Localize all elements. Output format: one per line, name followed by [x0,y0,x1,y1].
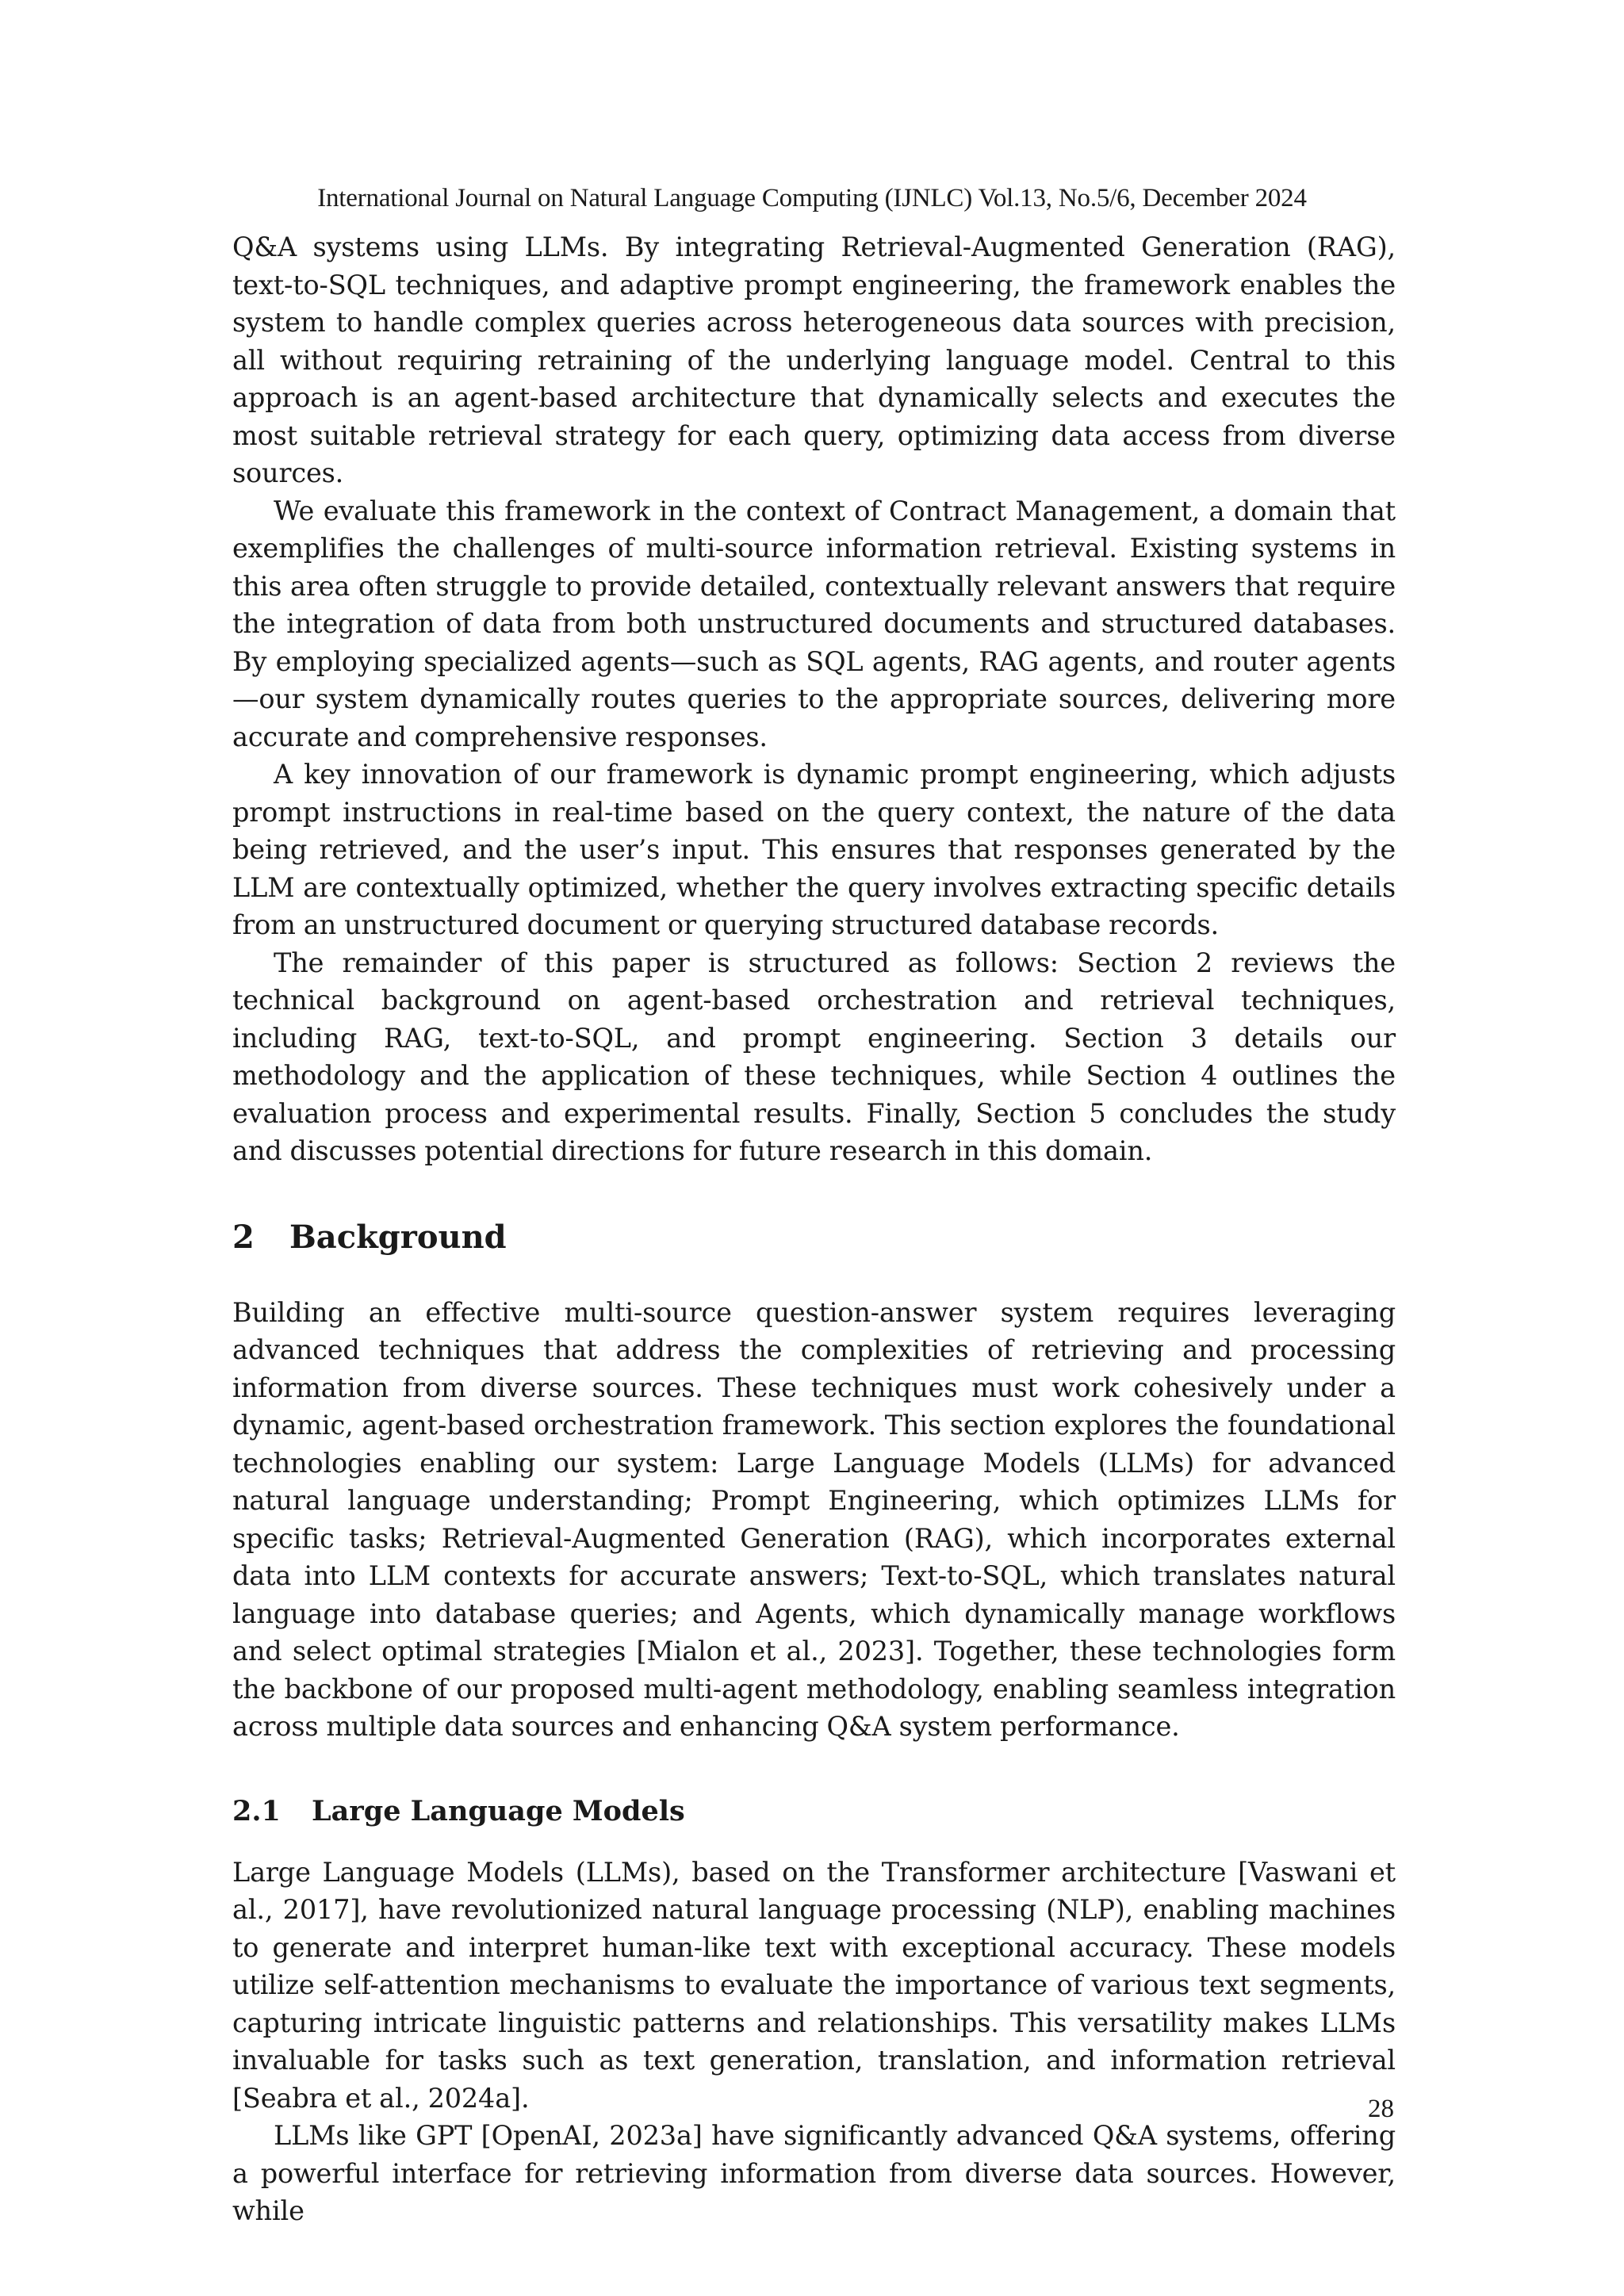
intro-paragraph-4: The remainder of this paper is structured as follows: Section 2 reviews the technical background on agent-based orchestration and retrieval techniques, including RAG, text-to-SQL, and prompt engineering. Section 3 details our methodology and the application of these techniques, while Section 4 outlines the evaluation process and experimental results. Finally, Section 5 concludes the study and discusses potential directions for future research in this domain. [232,947,1396,1166]
llm-paragraph-2: LLMs like GPT [OpenAI, 2023a] have significantly advanced Q&A systems, offering a powerful interface for retrieving information from diverse data sources. However, while [232,2120,1396,2226]
subsection-heading-llm [232,1794,1396,1829]
page-number: 28 [1368,2095,1394,2123]
llm-paragraph-1: Large Language Models (LLMs), based on the Transformer architecture [Vaswani et al., 2017], have revolutionized natural language processing (NLP), enabling machines to generate and interpret human-like text with exceptional accuracy. These models utilize self-attention mechanisms to evaluate the importance of various text segments, capturing intricate linguistic patterns and relationships. This versatility makes LLMs invaluable for tasks such as text generation, translation, and information retrieval [Seabra et al., 2024a]. [232,1856,1396,2114]
subsection-title: Large Language Models [312,1794,685,1827]
subsection-number: 2.1 [232,1794,281,1827]
intro-paragraph-3: A key innovation of our framework is dynamic prompt engineering, which adjusts prompt instructions in real-time based on the query context, the nature of the data being retrieved, and the user’s input. This ensures that responses generated by the LLM are contextually optimized, whether the query involves extracting specific details from an unstructured document or querying structured database records. [232,759,1396,940]
running-header: International Journal on Natural Language Computing (IJNLC) Vol.13, No.5/6, December 2024 [317,184,1307,212]
intro-paragraph-1: Q&A systems using LLMs. By integrating Retrieval-Augmented Generation (RAG), text-to-SQL techniques, and adaptive prompt engineering, the framework enables the system to handle complex queries across heterogeneous data sources with precision, all without requiring retraining of the underlying language model. Central to this approach is an agent-based architecture that dynamically selects and executes the most suitable retrieval strategy for each query, optimizing data access from diverse sources. [232,232,1396,488]
section-number: 2 [232,1218,255,1256]
page-body [232,228,1396,2230]
background-paragraph: Building an effective multi-source question-answer system requires leveraging advanced techniques that address the complexities of retrieving and processing information from diverse sources. These techniques must work cohesively under a dynamic, agent-based orchestration framework. This section explores the foundational technologies enabling our system: Large Language Models (LLMs) for advanced natural language understanding; Prompt Engineering, which optimizes LLMs for specific tasks; Retrieval-Augmented Generation (RAG), which incorporates external data into LLM contexts for accurate answers; Text-to-SQL, which translates natural language into database queries; and Agents, which dynamically manage workflows and select optimal strategies [Mialon et al., 2023]. Together, these technologies form the backbone of our proposed multi-agent methodology, enabling seamless integration across multiple data sources and enhancing Q&A system performance. [232,1296,1396,1742]
intro-paragraph-2: We evaluate this framework in the context of Contract Management, a domain that exemplifies the challenges of multi-source information retrieval. Existing systems in this area often struggle to provide detailed, contextually relevant answers that require the integration of data from both unstructured documents and structured databases. By employing specialized agents—such as SQL agents, RAG agents, and router agents—our system dynamically routes queries to the appropriate sources, delivering more accurate and comprehensive responses. [232,495,1396,752]
section-heading-background [232,1219,1396,1257]
section-title: Background [289,1218,507,1256]
